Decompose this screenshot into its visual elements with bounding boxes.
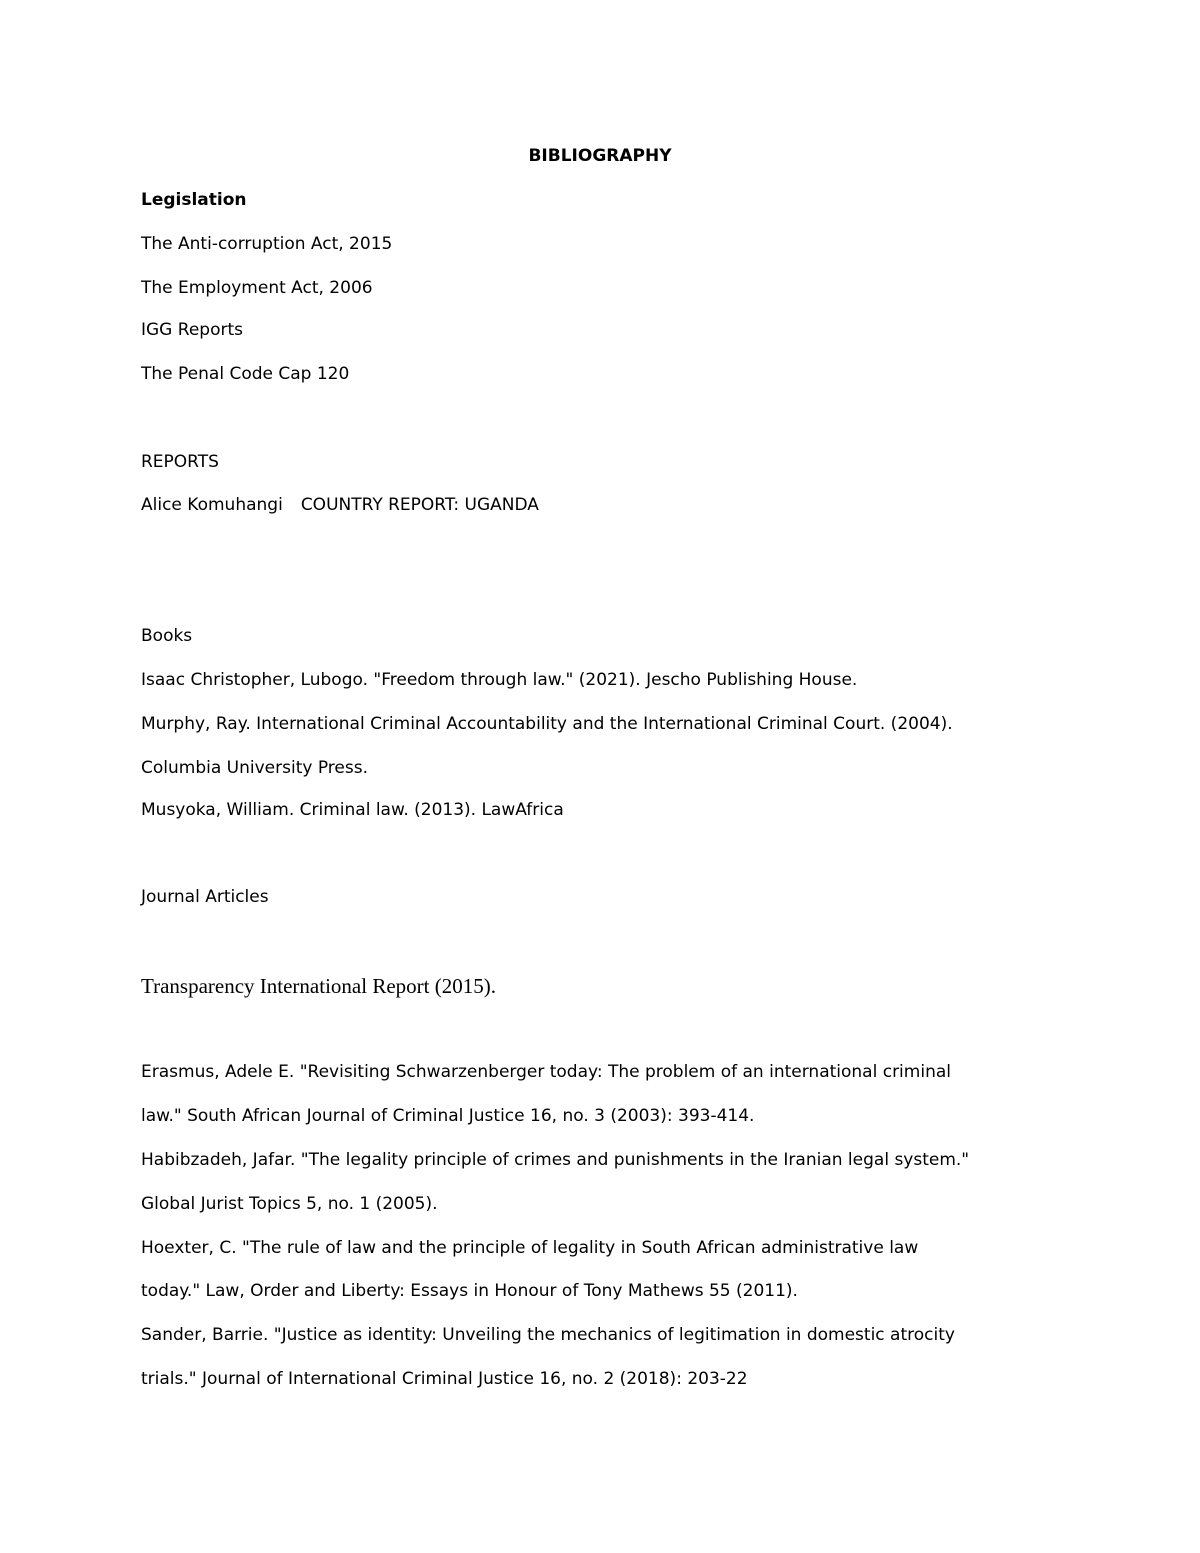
report-entry [141,494,539,516]
legislation-item: The Employment Act, 2006 [141,278,373,298]
book-entry-line: Columbia University Press. [141,758,368,778]
journal-entry-line: Habibzadeh, Jafar. "The legality principle of crimes and punishments in the Iranian legal system." [141,1150,970,1170]
section-heading-legislation: Legislation [141,190,247,210]
legislation-item: IGG Reports [141,320,243,340]
book-entry-line: Murphy, Ray. International Criminal Accountability and the International Criminal Court. (2004). [141,714,953,734]
journal-entry-line: Sander, Barrie. "Justice as identity: Unveiling the mechanics of legitimation in domestic atrocity [141,1325,955,1345]
book-entry-line: Musyoka, William. Criminal law. (2013). LawAfrica [141,800,564,820]
journal-entry-line: Global Jurist Topics 5, no. 1 (2005). [141,1194,438,1214]
legislation-item: The Anti-corruption Act, 2015 [141,234,393,254]
journal-entry-line: today." Law, Order and Liberty: Essays in Honour of Tony Mathews 55 (2011). [141,1281,798,1301]
report-author: Alice Komuhangi [141,495,283,515]
journal-entry-line: Hoexter, C. "The rule of law and the principle of legality in South African administrative law [141,1238,919,1258]
section-heading-reports: REPORTS [141,452,219,472]
journal-entry-line: law." South African Journal of Criminal Justice 16, no. 3 (2003): 393-414. [141,1106,755,1126]
page-title: BIBLIOGRAPHY [528,146,672,166]
report-title: COUNTRY REPORT: UGANDA [300,495,539,515]
section-heading-journal-articles: Journal Articles [141,887,269,907]
ti-report-entry: Transparency International Report (2015). [141,974,496,998]
book-entry-line: Isaac Christopher, Lubogo. "Freedom through law." (2021). Jescho Publishing House. [141,670,858,690]
legislation-item: The Penal Code Cap 120 [141,364,350,384]
journal-entry-line: trials." Journal of International Criminal Justice 16, no. 2 (2018): 203-22 [141,1369,748,1389]
journal-entry-line: Erasmus, Adele E. "Revisiting Schwarzenberger today: The problem of an international criminal [141,1062,951,1082]
section-heading-books: Books [141,626,193,646]
